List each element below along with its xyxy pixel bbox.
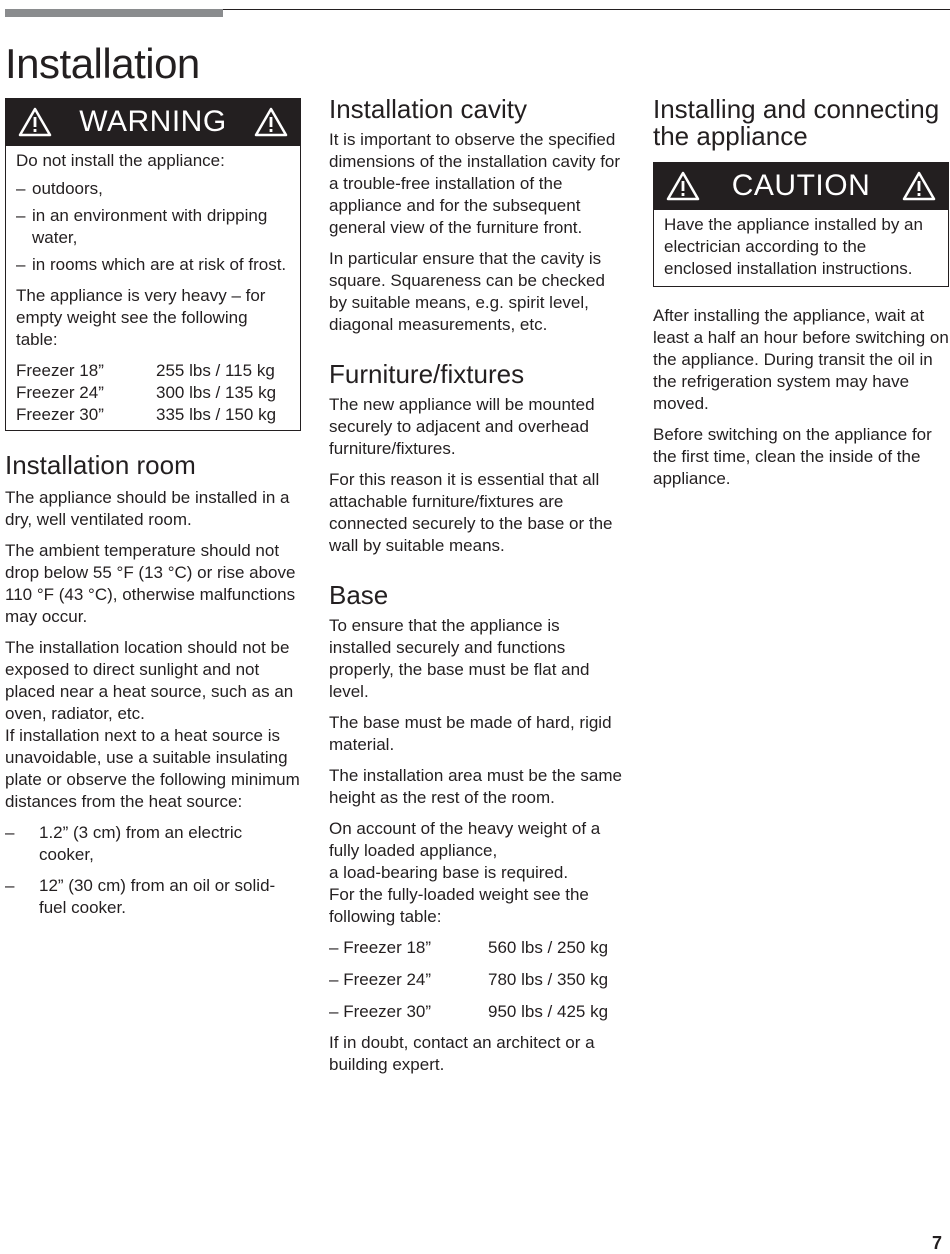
header-bar: [5, 9, 223, 17]
paragraph: If installation next to a heat source is unavoidable, use a suitable insulating plate or observe the following minimum distances from the heat source:: [5, 726, 300, 811]
paragraph: The installation area must be the same height as the rest of the room.: [329, 766, 622, 807]
paragraph: In particular ensure that the cavity is square. Squareness can be checked by suitable means, e.g. spirit level, diagonal measurements, etc.: [329, 249, 605, 334]
caution-text: Have the appliance installed by an electrician according to the enclosed installation instructions.: [664, 215, 923, 278]
caution-label: CAUTION: [731, 169, 871, 202]
weight-row: Freezer 30” 335 lbs / 150 kg: [16, 405, 277, 424]
load-row: – Freezer 18” 560 lbs / 250 kg: [329, 938, 609, 957]
warning-body: [5, 146, 301, 431]
load-row: – Freezer 24” 780 lbs / 350 kg: [329, 970, 609, 989]
paragraph: If in doubt, contact an architect or a building expert.: [329, 1033, 595, 1074]
connecting-heading: Installing and connecting the appliance: [653, 94, 940, 151]
paragraph: The ambient temperature should not drop below 55 °F (13 °C) or rise above 110 °F (43 °C), otherwise malfunctions may occur.: [5, 541, 296, 626]
caution-box: [653, 162, 949, 287]
distance-item: – 12” (30 cm) from an oil or solid-fuel cooker.: [5, 876, 276, 917]
paragraph: On account of the heavy weight of a fully loaded appliance,: [329, 819, 601, 860]
distance-item: – 1.2” (3 cm) from an electric cooker,: [5, 823, 243, 864]
warning-triangle-icon: [253, 106, 289, 138]
paragraph: For this reason it is essential that all attachable furniture/fixtures are connected securely to the base or the wall by suitable means.: [329, 470, 613, 555]
page-title: Installation: [5, 40, 200, 87]
paragraph: After installing the appliance, wait at least a half an hour before switching on the appliance. During transit the oil in the refrigeration system may have moved.: [653, 306, 949, 413]
weight-note: The appliance is very heavy – for empty weight see the following table:: [16, 286, 266, 349]
column-right: [653, 96, 949, 490]
paragraph: Before switching on the appliance for the first time, clean the inside of the appliance.: [653, 425, 932, 488]
warning-triangle-icon: [901, 170, 937, 202]
paragraph: The appliance should be installed in a dry, well ventilated room.: [5, 488, 290, 529]
weight-row: Freezer 24” 300 lbs / 135 kg: [16, 383, 277, 402]
paragraph: The base must be made of hard, rigid material.: [329, 713, 612, 754]
caution-header: [653, 162, 949, 210]
warning-triangle-icon: [17, 106, 53, 138]
warning-label: WARNING: [79, 105, 227, 138]
column-middle: [329, 95, 625, 1076]
warning-intro: Do not install the appliance:: [16, 151, 225, 170]
paragraph: The new appliance will be mounted securely to adjacent and overhead furniture/fixtures.: [329, 395, 595, 458]
paragraph: To ensure that the appliance is installed securely and functions properly, the base must be flat and level.: [329, 616, 590, 701]
installation-cavity-heading: Installation cavity: [329, 94, 527, 124]
load-row: – Freezer 30” 950 lbs / 425 kg: [329, 1002, 609, 1021]
warning-header: [5, 98, 301, 146]
caution-body: [653, 210, 949, 287]
warning-triangle-icon: [665, 170, 701, 202]
installation-room-heading: Installation room: [5, 450, 196, 480]
base-heading: Base: [329, 580, 389, 610]
warning-item: – in an environment with dripping water,: [16, 206, 268, 247]
weight-row: Freezer 18” 255 lbs / 115 kg: [16, 361, 275, 380]
paragraph: It is important to observe the specified dimensions of the installation cavity for a trouble-free installation of the appliance and for the subsequent general view of the furniture front.: [329, 130, 621, 237]
paragraph: a load-bearing base is required.: [329, 863, 569, 882]
warning-item: – in rooms which are at risk of frost.: [16, 255, 287, 274]
page-number: 7: [931, 1233, 942, 1253]
column-left: [5, 98, 301, 919]
paragraph: For the fully-loaded weight see the following table:: [329, 885, 589, 926]
warning-box: [5, 98, 301, 431]
warning-item: – outdoors,: [16, 179, 103, 198]
furniture-heading: Furniture/fixtures: [329, 359, 525, 389]
paragraph: The installation location should not be exposed to direct sunlight and not placed near a heat source, such as an oven, radiator, etc.: [5, 638, 294, 723]
